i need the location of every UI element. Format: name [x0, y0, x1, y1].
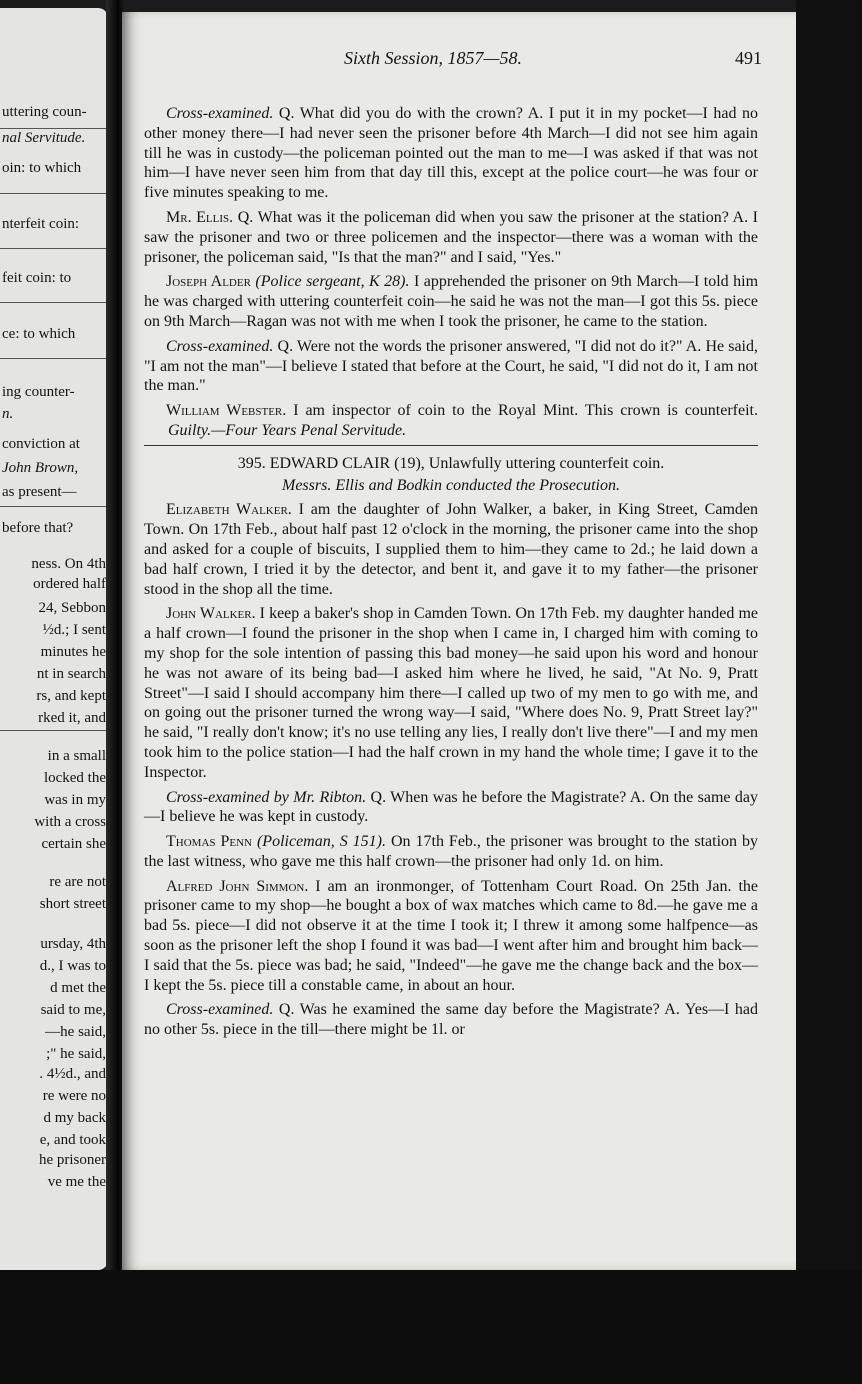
facing-page-line: ursday, 4th	[40, 936, 106, 952]
section-rule	[0, 128, 108, 129]
paragraph	[144, 272, 758, 331]
facing-page-line: ce: to which	[2, 326, 76, 342]
speaker-name: John Walker.	[166, 605, 256, 623]
running-header	[144, 48, 762, 72]
facing-page-line: said to me,	[40, 1002, 106, 1018]
facing-page-line: oin: to which	[2, 160, 82, 176]
document-page	[122, 12, 796, 1270]
facing-page-line: re are not	[49, 874, 106, 890]
speaker-name: Thomas Penn	[166, 833, 252, 851]
facing-page-line: ordered half	[33, 576, 106, 592]
facing-page-line: ½d.; I sent	[42, 622, 106, 638]
section-rule	[0, 358, 108, 359]
facing-page-line: d., I was to	[39, 958, 106, 974]
paragraph-text: On 17th Feb., the prisoner was brought to the station by the last witness, who gave me this half crown—the prisoner had only 1d. on him.	[144, 833, 759, 870]
facing-page-line: feit coin: to	[2, 270, 72, 286]
paragraph	[144, 500, 758, 599]
facing-page-line: re were no	[42, 1088, 106, 1104]
facing-page-line: n.	[2, 406, 14, 422]
facing-page-line: conviction at	[2, 436, 80, 452]
facing-page-line: was in my	[44, 792, 106, 808]
verdict: Guilty.—Four Years Penal Servitude.	[168, 421, 407, 439]
facing-page-line: rked it, and	[38, 710, 106, 726]
paragraph-text: I apprehended the prisoner on 9th March—I told him he was charged with uttering counterfeit coin—he said he was not the man—I got this 5s. piece on 9th March—Ragan was not with me when I took the prisoner, he came to the station.	[144, 273, 759, 330]
facing-page-line: with a cross	[34, 814, 106, 830]
section-rule	[0, 506, 108, 507]
paragraph-text: Q. Was he examined the same day before the Magistrate? A. Yes—I had no other 5s. piece in the till—there might be 1l. or	[144, 1001, 758, 1039]
speaker-name: Alfred John Simmon.	[166, 877, 309, 895]
paragraph-text: Q. Were not the words the prisoner answered, "I did not do it?" A. He said, "I am not the man"—I believe I stated that before at the Court, he said, "I did not do it, I am not the man."	[144, 337, 758, 395]
paragraph	[144, 877, 758, 996]
speaker-role: (Police sergeant, K 28).	[255, 273, 410, 291]
facing-page-line: nt in search	[36, 666, 106, 682]
page-number: 491	[735, 48, 762, 68]
section-rule	[0, 302, 108, 303]
facing-page-line: minutes he	[40, 644, 106, 660]
facing-page-line: short street	[39, 896, 106, 912]
speaker-name: Elizabeth Walker.	[166, 501, 292, 519]
facing-page-line: d met the	[50, 980, 106, 996]
facing-page-line: nal Servitude.	[2, 130, 86, 146]
paragraph-text: I am the daughter of John Walker, a baker, in King Street, Camden Town. On 17th Feb., about half past 12 o'clock in the morning, the prisoner came into the shop and asked for a couple of biscuits, I supplied them to him—they came to 2d.; he laid down a bad half crown, I tried it by the detector, and bent it, and gave it to my father—the prisoner stood in the shop all the time.	[144, 501, 758, 598]
speaker-name: Mr. Ellis.	[166, 208, 234, 226]
prosecution-line: Messrs. Ellis and Bodkin conducted the Prosecution.	[281, 476, 620, 494]
paragraph	[144, 401, 758, 441]
speaker-label: Cross-examined.	[166, 337, 274, 355]
paragraph	[144, 1000, 758, 1040]
facing-page-line: before that?	[2, 520, 74, 536]
speaker-name: Joseph Alder	[166, 273, 251, 291]
facing-page-line: ness. On 4th	[31, 556, 106, 572]
case-heading: 395. EDWARD CLAIR (19), Unlawfully uttering counterfeit coin.	[237, 454, 665, 472]
paragraph-text: Q. When was he before the Magistrate? A. On the same day—I believe he was kept in custody.	[144, 788, 758, 826]
facing-page-line: nterfeit coin:	[2, 216, 80, 232]
section-rule	[0, 730, 108, 731]
paragraph	[144, 104, 758, 203]
section-divider	[144, 445, 758, 446]
paragraph	[144, 208, 758, 267]
page-body	[144, 104, 758, 1045]
section-rule	[0, 248, 108, 249]
paragraph	[144, 788, 758, 828]
facing-page-fragment	[0, 8, 108, 1270]
speaker-role: (Policeman, S 151).	[256, 833, 386, 851]
facing-page-line: ing counter-	[2, 384, 75, 400]
facing-page-line: rs, and kept	[36, 688, 106, 704]
section-rule	[0, 193, 108, 194]
paragraph-text: Q. What was it the policeman did when you saw the prisoner at the station? A. I saw the prisoner and two or three policemen and the inspector—there was a woman with the prisoner, the policeman said, "Is that the man?" and I said, "Yes."	[144, 208, 758, 266]
facing-page-line: in a small	[47, 748, 106, 764]
facing-page-line: ;" he said,	[46, 1046, 106, 1062]
facing-page-line: . 4½d., and	[39, 1066, 106, 1082]
running-title: Sixth Session, 1857—58.	[344, 48, 522, 68]
facing-page-line: John Brown,	[2, 460, 79, 476]
scan-edge-right	[796, 0, 862, 1384]
scan-edge-bottom	[0, 1270, 862, 1384]
speaker-name: William Webster.	[166, 402, 287, 420]
speaker-label: Cross-examined by Mr. Ribton.	[166, 788, 367, 806]
facing-page-line: locked the	[43, 770, 106, 786]
facing-page-line: ve me the	[47, 1174, 106, 1190]
paragraph-text: I am an ironmonger, of Tottenham Court Road. On 25th Jan. the prisoner came to my shop—he bought a box of wax matches which came to 8d.—he gave me a bad 5s. piece—I did not observe it at the time I took it; I threw it among some halfpence—as soon as the prisoner left the shop I found it was bad—I went after him and brought him back—I said that the 5s. piece was bad; he said, "Indeed"—he gave me the change back and the box—I kept the 5s. piece till a constable came, in about an hour.	[144, 877, 759, 994]
paragraph	[144, 832, 758, 872]
facing-page-line: as present—	[2, 484, 77, 500]
speaker-label: Cross-examined.	[166, 1001, 274, 1019]
paragraph	[144, 337, 758, 396]
paragraph-text: Q. What did you do with the crown? A. I put it in my pocket—I had no other money there—I had never seen the prisoner before 4th March—I did not see him again till he was in custody—the policeman pointed out the man to me—I was asked if that was not him—I have never seen him from that day till this, except at the police court—he was four or five minutes speaking to me.	[144, 105, 758, 202]
speaker-label: Cross-examined.	[166, 105, 274, 122]
paragraph	[144, 604, 758, 782]
facing-page-line: uttering coun-	[2, 104, 87, 120]
paragraph-text: I keep a baker's shop in Camden Town. On 17th Feb. my daughter handed me a half crown—I found the prisoner in the shop when I came in, I charged him with coming to my shop for the sole intention of passing this bad money—he said upon his word and honour he was not aware of its being bad—I asked him where he lived, he said, "At No. 9, Pratt Street"—I said I should accompany him there—I called up two of my men to go with me, and on going out the prisoner turned the wrong way—I said, "Where does No. 9, Pratt Street lay?" he said, "I really don't know; it's no use telling any lies, I really don't live there"—I and my men took him to the police station—I had the half crown in my hand the whole time; I gave it to the Inspector.	[144, 605, 759, 781]
facing-page-line: d my back	[43, 1110, 106, 1126]
facing-page-line: e, and took	[39, 1132, 106, 1148]
facing-page-line: he prisoner	[38, 1152, 106, 1168]
facing-page-line: 24, Sebbon	[38, 600, 106, 616]
facing-page-line: certain she	[41, 836, 106, 852]
facing-page-line: —he said,	[45, 1024, 106, 1040]
paragraph-text: I am inspector of coin to the Royal Mint. This crown is counterfeit.	[286, 402, 758, 420]
